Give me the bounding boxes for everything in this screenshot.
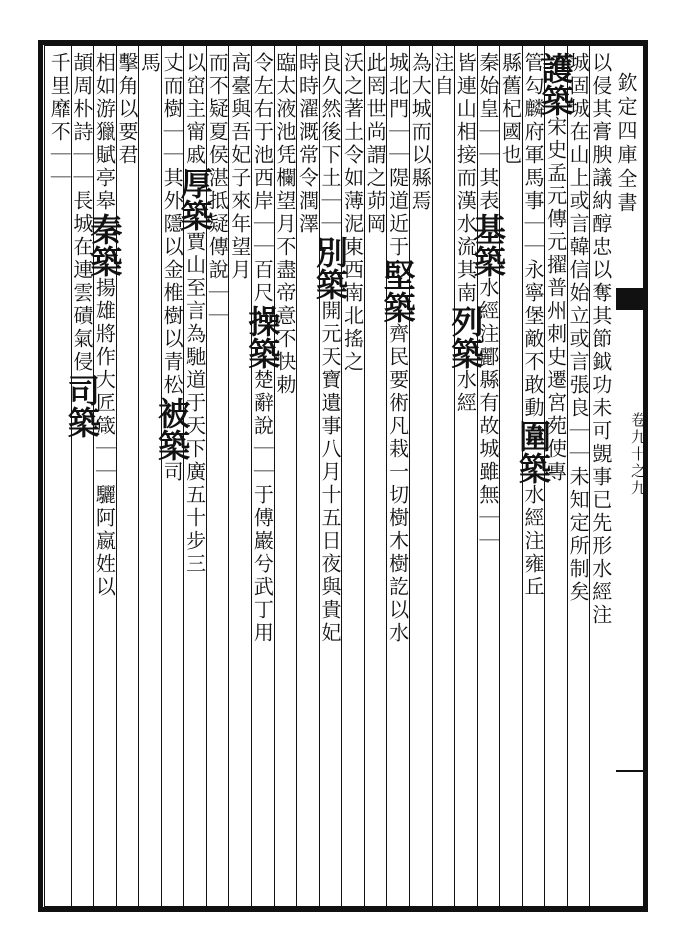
text-segment: 為大城而以縣焉 [408,52,433,213]
text-segment: 沃之著土令如薄泥東西南北搖之 [340,52,365,374]
text-segment: 而不疑夏侯湛抵疑傳說｜｜ [205,52,230,328]
entry-heading: 司築 [62,374,101,438]
entry-heading: 堅築 [378,259,417,323]
text-segment: 擊角以要君 [114,52,139,167]
margin-divider [616,770,648,772]
entry-heading: 護築 [536,52,575,116]
text-segment: 皆連山相接而漢水流其南 [453,52,478,305]
volume-label: 卷九十之九 [629,412,647,497]
text-segment: 丈而樹｜｜其外隱以金椎樹以青松 [160,52,185,397]
text-segment: 時時濯溉常令潤澤 [295,52,320,236]
text-segment: 管勾麟府軍馬事｜｜永寧堡敵不敢動 [521,52,546,420]
text-segment: 馬 [137,52,162,75]
entry-heading: 操築 [243,305,282,369]
text-column [44,52,74,902]
entry-heading: 秦築 [85,213,124,277]
entry-heading: 被築 [153,397,192,461]
entry-heading: 厚築 [175,167,214,231]
text-segment: 令左右于池西岸｜｜百尺 [250,52,275,305]
text-segment: 揚雄將作大匠箴｜｜驪阿嬴姓以 [92,277,117,599]
text-segment: 宋史孟元傳元擢普州刺史遷宮苑使專 [543,116,568,484]
text-segment: 秦始皇｜｜其表 [475,52,500,213]
text-segment: 臨太液池凭欄望月不盡帝意不快勅 [272,52,297,397]
text-segment: 以侵其膏腴議納醇忠以奪其節鉞功未可覬事已先形水經注 [588,52,613,627]
entry-heading: 基築 [468,213,507,277]
text-segment: 水經注雍丘 [521,484,546,599]
text-segment: 以窋主甯戚 [182,52,207,167]
text-segment: 相如游獵賦亭皋 [92,52,117,213]
text-segment: 此罔世尚謂之茆岡 [363,52,388,236]
text-segment: 司 [160,461,185,484]
text-segment: 千里靡不｜｜ [47,52,72,190]
book-title: 欽定四庫全書 [614,72,638,216]
text-segment: 賈山至言為馳道于天下廣五十步三 [182,231,207,576]
text-segment: 水經 [453,369,478,415]
text-segment: 楚辭說｜｜于傅巖兮武丁用 [250,369,275,645]
text-segment: 城北門｜｜隄道近于 [385,52,410,259]
text-segment: 開元天寶遺事八月十五日夜與貴妃 [318,300,342,645]
text-segment: 縣舊杞國也 [498,52,523,167]
text-segment: 水經注酈縣有故城雖無｜｜ [475,277,500,553]
text-segment: 齊民要術凡栽一切樹木樹訖以水 [385,323,410,645]
entry-heading: 別築 [311,236,349,300]
entry-heading: 列築 [446,305,485,369]
text-segment: 城固城在山上或言韓信始立或言張良｜｜未知定所制矣 [566,52,591,604]
text-segment: 良久然後下土｜｜ [318,52,342,236]
text-segment: 高臺與吾妃子來年望月 [227,52,252,282]
text-segment: 注自 [430,52,455,98]
entry-heading: 圍築 [514,420,553,484]
text-segment: 頡周朴詩｜｜長城在連雲磧氣侵 [69,52,94,374]
